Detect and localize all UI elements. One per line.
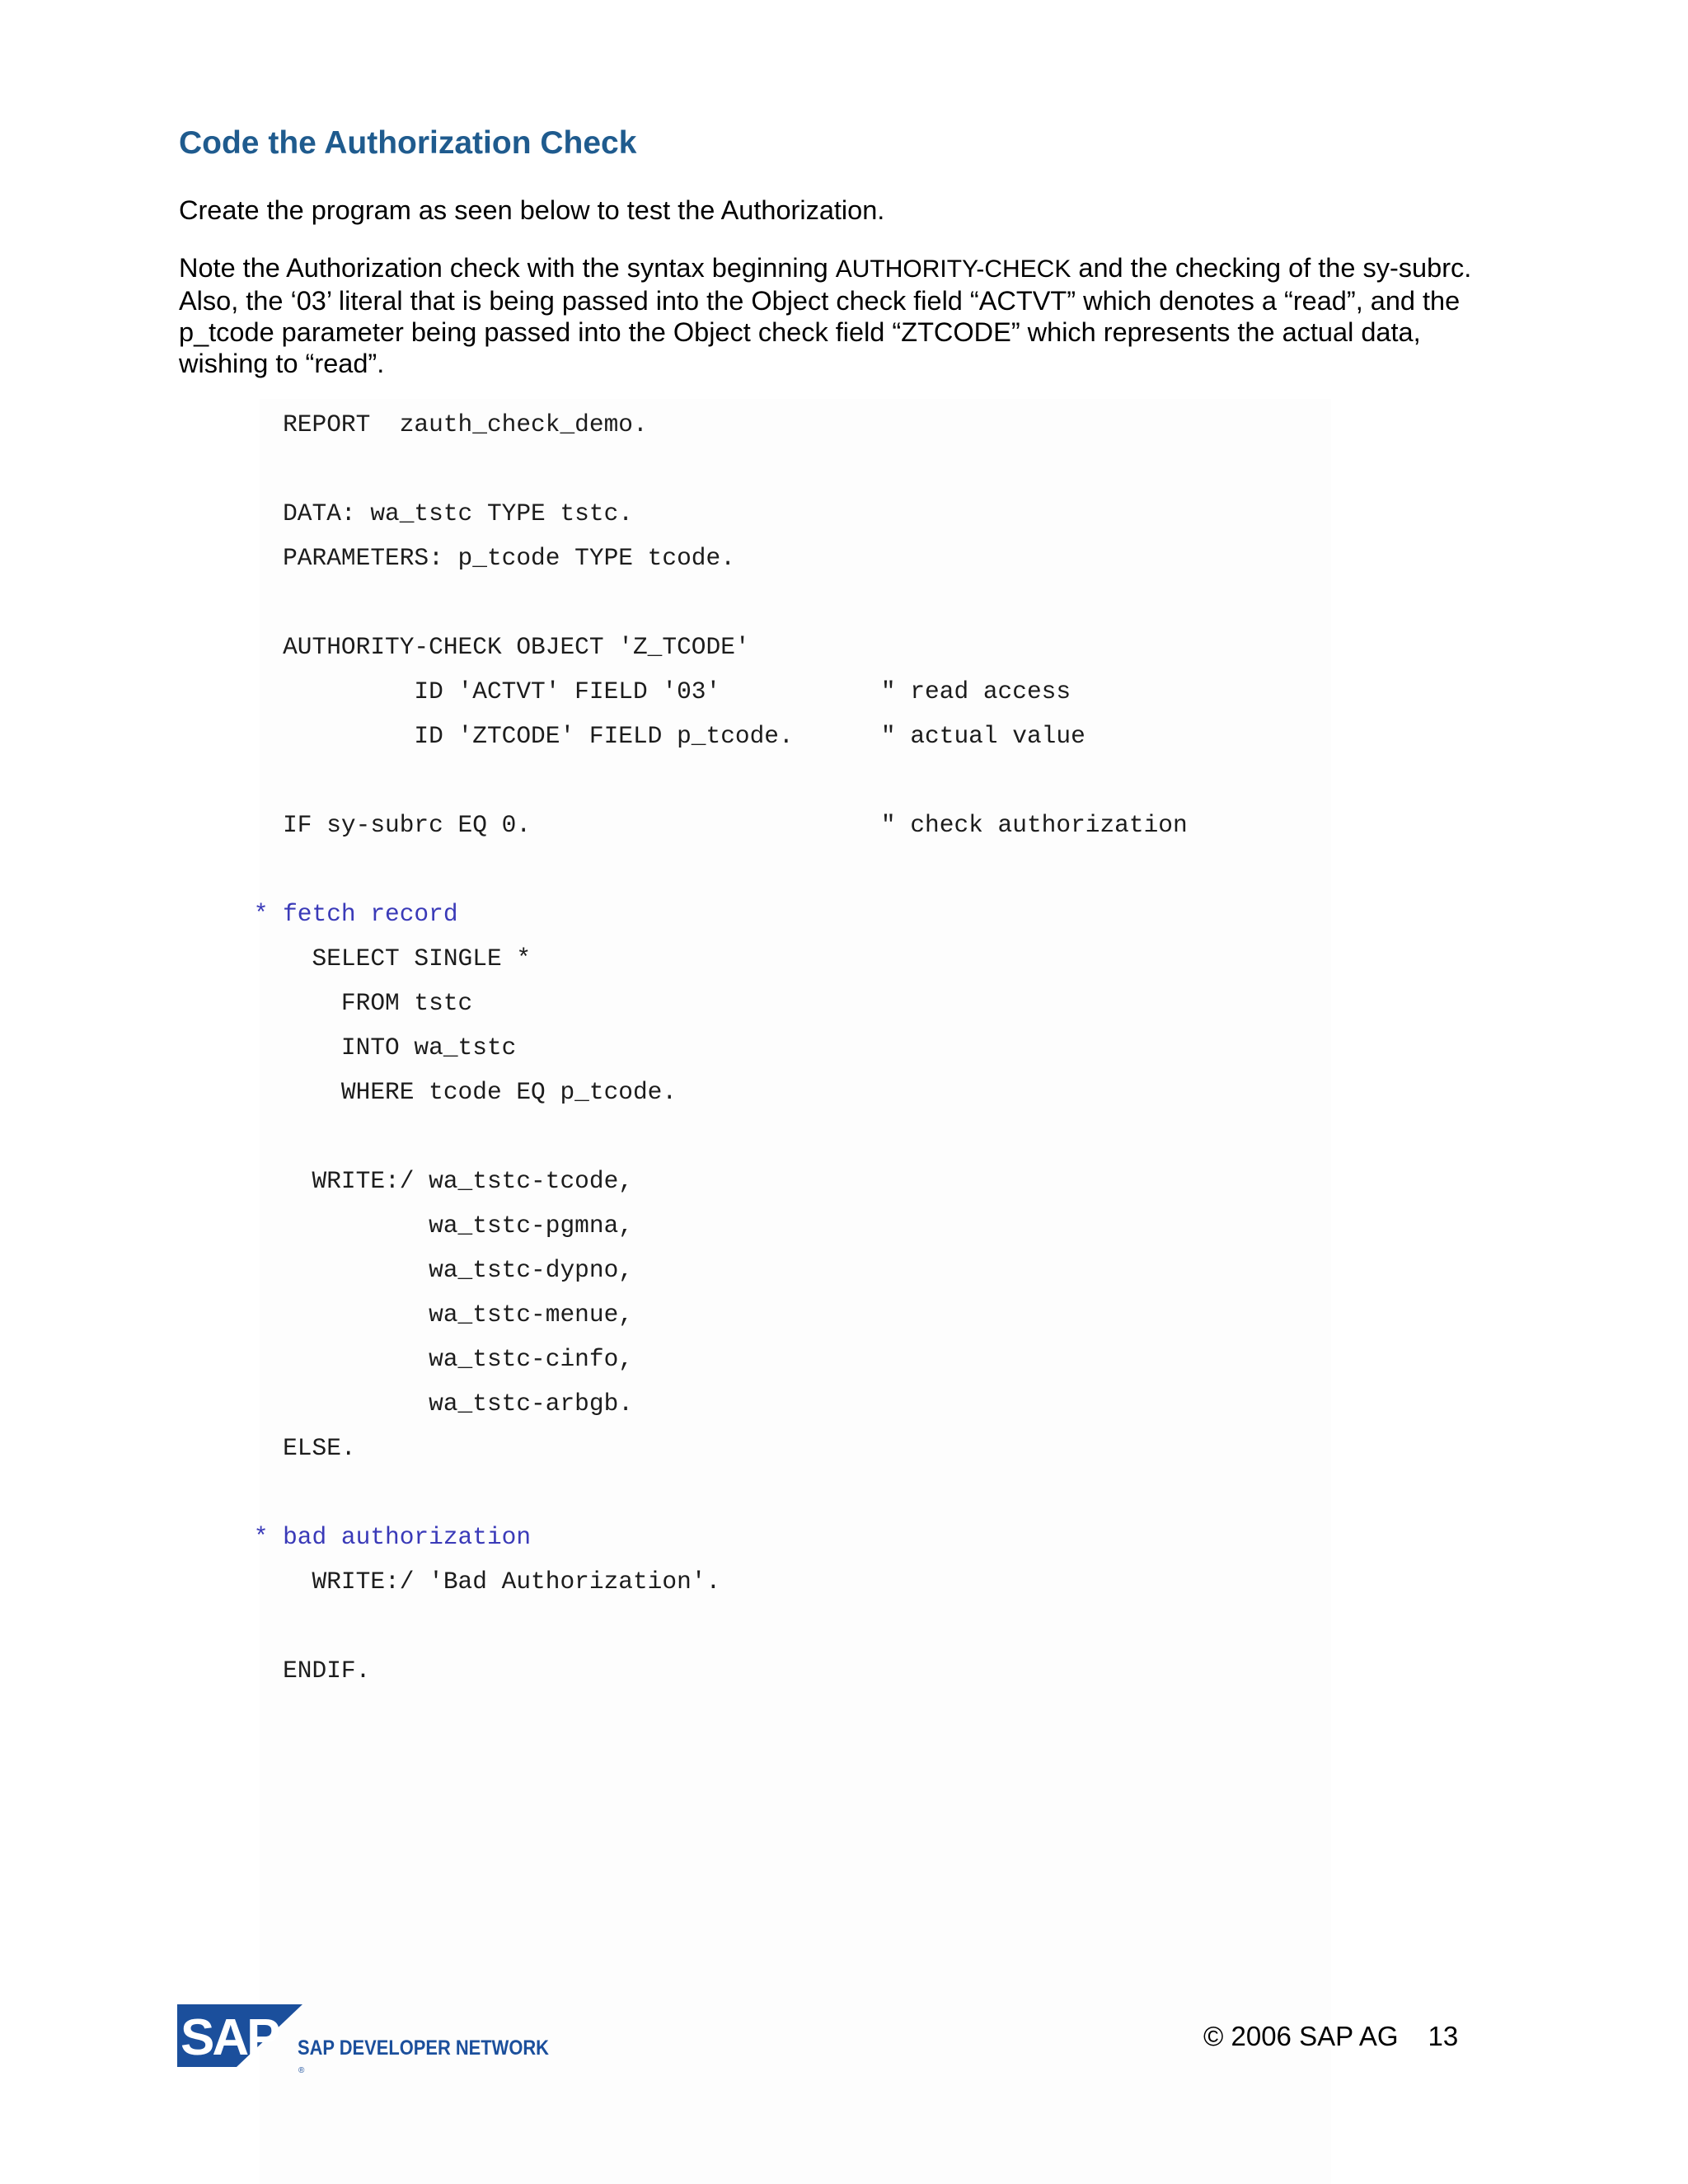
- code-line: IF sy-subrc EQ 0. " check authorization: [239, 811, 1188, 839]
- note-text-start: Note the Authorization check with the syntax beginning: [179, 253, 836, 283]
- code-block: [239, 402, 1188, 1693]
- code-line: SELECT SINGLE *: [239, 944, 532, 972]
- code-line: ID 'ZTCODE' FIELD p_tcode. " actual value: [239, 722, 1085, 750]
- note-keyword: AUTHORITY-CHECK: [835, 255, 1071, 283]
- note-text-end: and the checking of the sy-subrc. Also, the ‘03’ literal that is being passed into the Object check field “ACTVT” which denotes a “read”, and the p_tcode parameter being passed into the Object check field “ZTCODE” which represents the actual data, wishing to “read”.: [179, 253, 1472, 378]
- page-number: 13: [1428, 2021, 1459, 2051]
- code-line: FROM tstc: [239, 989, 473, 1017]
- code-line: PARAMETERS: p_tcode TYPE tcode.: [239, 544, 735, 572]
- copyright-text: © 2006 SAP AG: [1203, 2021, 1399, 2051]
- code-blank-line: [239, 1470, 1188, 1515]
- sap-developer-network-logo: [177, 2004, 556, 2074]
- code-blank-line: [239, 1114, 1188, 1159]
- code-line: ID 'ACTVT' FIELD '03' " read access: [239, 677, 1071, 705]
- code-line: REPORT zauth_check_demo.: [239, 410, 648, 438]
- code-line: wa_tstc-cinfo,: [239, 1345, 633, 1373]
- code-line: WRITE:/ 'Bad Authorization'.: [239, 1568, 721, 1596]
- note-paragraph: [179, 252, 1514, 379]
- code-line: WRITE:/ wa_tstc-tcode,: [239, 1167, 633, 1195]
- code-blank-line: [239, 847, 1188, 892]
- developer-network-text: SAP DEVELOPER NETWORK: [298, 2036, 549, 2060]
- code-line: ELSE.: [239, 1434, 356, 1462]
- intro-paragraph: Create the program as seen below to test the Authorization.: [179, 195, 885, 225]
- code-line: ENDIF.: [239, 1657, 371, 1685]
- code-line: INTO wa_tstc: [239, 1033, 517, 1062]
- code-line: wa_tstc-arbgb.: [239, 1390, 633, 1418]
- code-line: AUTHORITY-CHECK OBJECT 'Z_TCODE': [239, 633, 750, 661]
- code-comment-line: * bad authorization: [239, 1523, 532, 1551]
- code-line: WHERE tcode EQ p_tcode.: [239, 1078, 678, 1106]
- code-blank-line: [239, 758, 1188, 803]
- footer-copyright-area: [1203, 2021, 1458, 2052]
- code-line: wa_tstc-menue,: [239, 1301, 633, 1329]
- code-blank-line: [239, 580, 1188, 625]
- code-blank-line: [239, 447, 1188, 491]
- code-blank-line: [239, 1604, 1188, 1648]
- code-line: wa_tstc-dypno,: [239, 1256, 633, 1284]
- code-line: wa_tstc-pgmna,: [239, 1212, 633, 1240]
- code-comment-line: * fetch record: [239, 900, 458, 928]
- registered-mark-icon: ®: [298, 2066, 305, 2074]
- code-line: DATA: wa_tstc TYPE tstc.: [239, 499, 633, 527]
- section-heading: Code the Authorization Check: [179, 125, 637, 161]
- sap-logo-text: SAP: [181, 2009, 279, 2066]
